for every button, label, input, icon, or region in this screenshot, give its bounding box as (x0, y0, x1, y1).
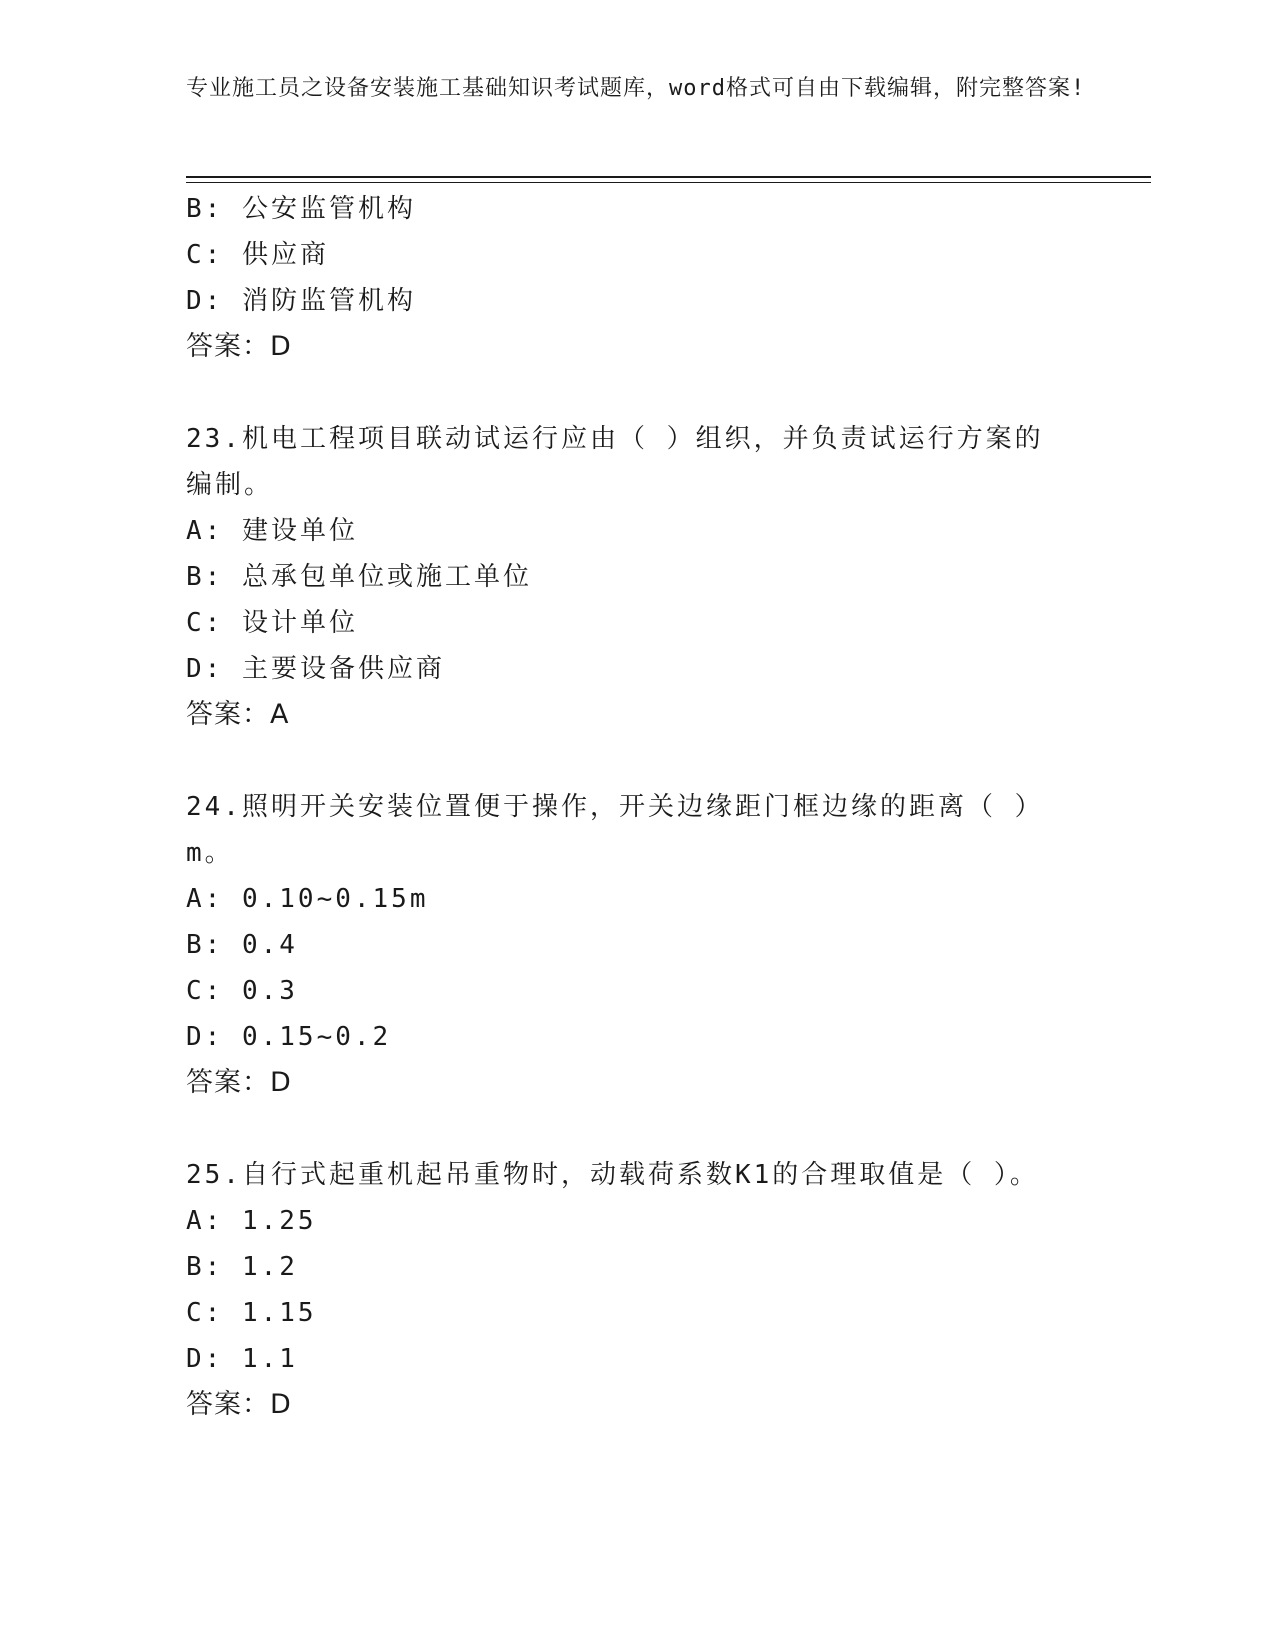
question-content (186, 186, 1066, 1428)
header-note: 专业施工员之设备安装施工基础知识考试题库，word格式可自由下载编辑，附完整答案! (186, 76, 1086, 101)
header-rule-thick (186, 176, 1151, 178)
option: D: 1.1 (186, 1344, 298, 1374)
option: C: 1.15 (186, 1298, 317, 1328)
option: A: 建设单位 (186, 516, 358, 546)
option: D: 0.15~0.2 (186, 1022, 392, 1052)
answer: 答案：D (186, 1067, 292, 1098)
answer: 答案：D (186, 1389, 292, 1420)
question-stem: 24.照明开关安装位置便于操作，开关边缘距门框边缘的距离（ ）m。 (186, 792, 1044, 868)
header-rule-thin (186, 182, 1151, 183)
option: D: 主要设备供应商 (186, 654, 445, 684)
option: B: 公安监管机构 (186, 194, 416, 224)
question-25 (186, 1152, 1066, 1428)
option: A: 1.25 (186, 1206, 317, 1236)
answer: 答案：D (186, 331, 292, 362)
question-23 (186, 416, 1066, 738)
option: B: 总承包单位或施工单位 (186, 562, 532, 592)
option: C: 0.3 (186, 976, 298, 1006)
question-stem: 23.机电工程项目联动试运行应由（ ）组织，并负责试运行方案的编制。 (186, 424, 1044, 500)
option: C: 设计单位 (186, 608, 358, 638)
option: B: 0.4 (186, 930, 298, 960)
question-stem: 25.自行式起重机起吊重物时，动载荷系数K1的合理取值是（ ）。 (186, 1160, 1039, 1190)
option: D: 消防监管机构 (186, 286, 416, 316)
question-24 (186, 784, 1066, 1106)
option: B: 1.2 (186, 1252, 298, 1282)
option: A: 0.10~0.15m (186, 884, 429, 914)
option: C: 供应商 (186, 240, 329, 270)
answer: 答案：A (186, 699, 290, 730)
continued-question (186, 186, 1066, 370)
